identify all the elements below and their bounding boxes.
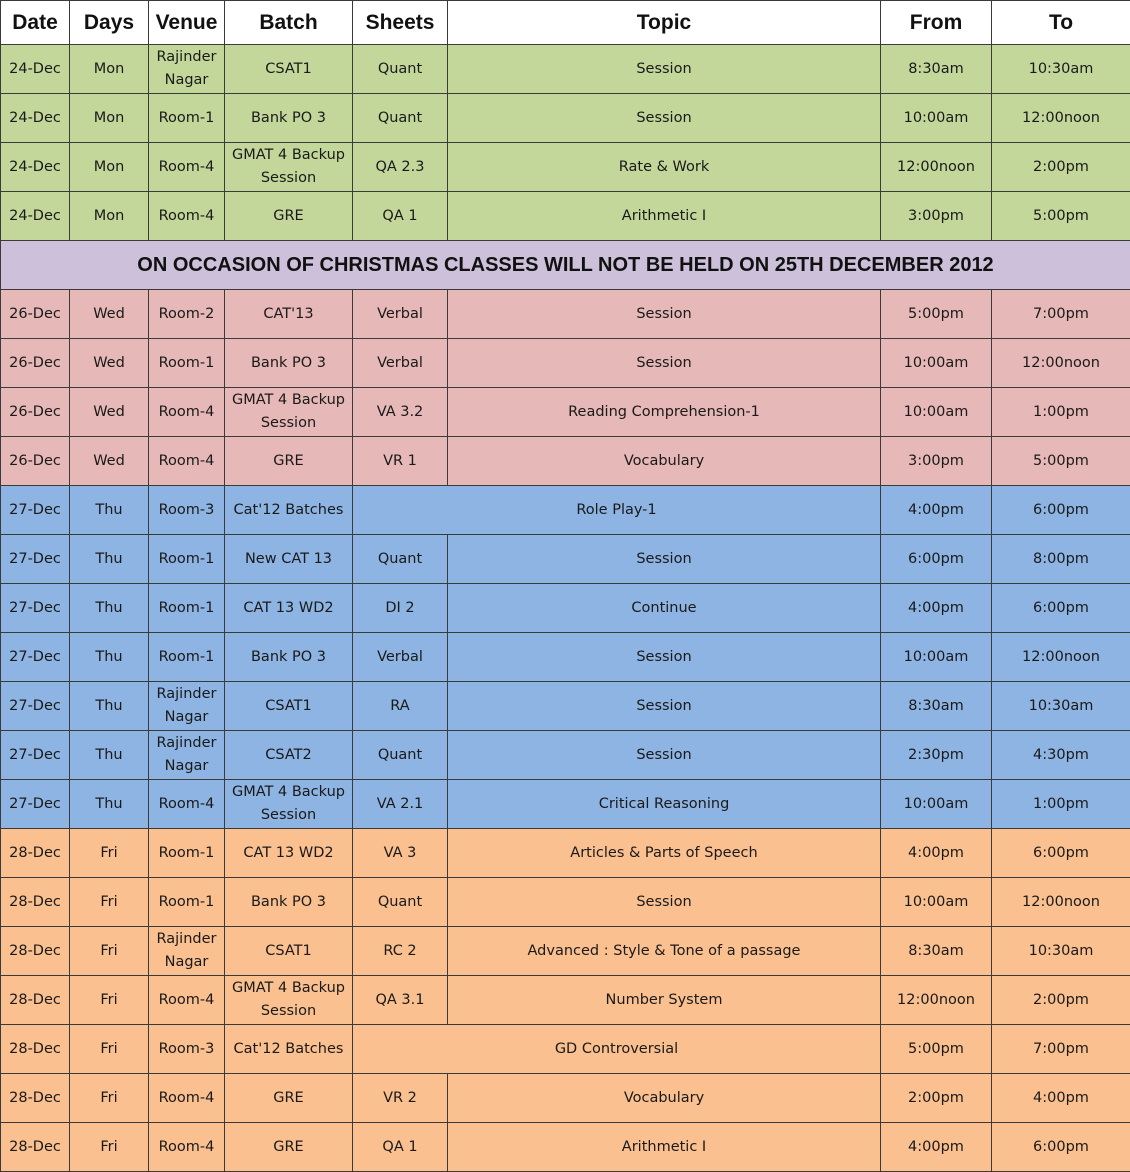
- header-venue: Venue: [149, 1, 225, 45]
- cell-day: Mon: [70, 94, 149, 143]
- cell-date: 27-Dec: [1, 780, 70, 829]
- cell-from: 2:30pm: [881, 731, 992, 780]
- cell-to: 12:00noon: [992, 339, 1130, 388]
- cell-from: 10:00am: [881, 878, 992, 927]
- cell-to: 2:00pm: [992, 143, 1130, 192]
- cell-sheets: QA 1: [353, 1123, 448, 1172]
- table-row: [1, 535, 1130, 584]
- table-row: [1, 878, 1130, 927]
- cell-from: 4:00pm: [881, 829, 992, 878]
- table-row: [1, 731, 1130, 780]
- cell-day: Wed: [70, 388, 149, 437]
- cell-venue: Room-2: [149, 290, 225, 339]
- cell-venue: Room-1: [149, 339, 225, 388]
- cell-batch: Bank PO 3: [225, 633, 353, 682]
- cell-sheets: VA 3.2: [353, 388, 448, 437]
- cell-venue: Room-1: [149, 94, 225, 143]
- cell-date: 24-Dec: [1, 192, 70, 241]
- cell-day: Fri: [70, 1074, 149, 1123]
- cell-from: 3:00pm: [881, 437, 992, 486]
- cell-batch: CSAT2: [225, 731, 353, 780]
- cell-to: 4:30pm: [992, 731, 1130, 780]
- cell-venue: Rajinder Nagar: [149, 731, 225, 780]
- cell-topic: Advanced : Style & Tone of a passage: [448, 927, 881, 976]
- cell-from: 5:00pm: [881, 290, 992, 339]
- cell-batch: Cat'12 Batches: [225, 1025, 353, 1074]
- header-to: To: [992, 1, 1130, 45]
- cell-batch: Bank PO 3: [225, 878, 353, 927]
- cell-from: 10:00am: [881, 94, 992, 143]
- cell-from: 3:00pm: [881, 192, 992, 241]
- cell-sheets: Quant: [353, 878, 448, 927]
- cell-from: 10:00am: [881, 388, 992, 437]
- cell-venue: Room-4: [149, 143, 225, 192]
- cell-day: Fri: [70, 927, 149, 976]
- cell-day: Wed: [70, 339, 149, 388]
- table-row: [1, 633, 1130, 682]
- table-row: [1, 927, 1130, 976]
- cell-topic: Session: [448, 94, 881, 143]
- cell-day: Mon: [70, 192, 149, 241]
- cell-venue: Rajinder Nagar: [149, 682, 225, 731]
- cell-date: 24-Dec: [1, 143, 70, 192]
- cell-date: 24-Dec: [1, 45, 70, 94]
- cell-date: 27-Dec: [1, 535, 70, 584]
- cell-topic: Reading Comprehension-1: [448, 388, 881, 437]
- cell-from: 10:00am: [881, 339, 992, 388]
- cell-topic: Session: [448, 290, 881, 339]
- cell-sheets: Quant: [353, 45, 448, 94]
- cell-day: Thu: [70, 535, 149, 584]
- cell-topic: Session: [448, 633, 881, 682]
- cell-day: Thu: [70, 780, 149, 829]
- cell-topic: Rate & Work: [448, 143, 881, 192]
- cell-day: Thu: [70, 584, 149, 633]
- cell-batch: CAT 13 WD2: [225, 584, 353, 633]
- table-row: [1, 829, 1130, 878]
- cell-batch: CAT'13: [225, 290, 353, 339]
- cell-date: 26-Dec: [1, 388, 70, 437]
- header-sheets: Sheets: [353, 1, 448, 45]
- cell-topic: Number System: [448, 976, 881, 1025]
- table-row: [1, 1074, 1130, 1123]
- table-row: [1, 486, 1130, 535]
- cell-from: 6:00pm: [881, 535, 992, 584]
- cell-from: 5:00pm: [881, 1025, 992, 1074]
- header-batch: Batch: [225, 1, 353, 45]
- header-row: [1, 1, 1130, 45]
- cell-to: 5:00pm: [992, 192, 1130, 241]
- holiday-notice: ON OCCASION OF CHRISTMAS CLASSES WILL NOT BE HELD ON 25TH DECEMBER 2012: [1, 241, 1130, 290]
- cell-sheets: Quant: [353, 94, 448, 143]
- cell-topic: Session: [448, 731, 881, 780]
- table-row: [1, 45, 1130, 94]
- cell-date: 28-Dec: [1, 878, 70, 927]
- cell-from: 10:00am: [881, 633, 992, 682]
- cell-topic: GD Controversial: [353, 1025, 881, 1074]
- header-date: Date: [1, 1, 70, 45]
- cell-topic: Session: [448, 682, 881, 731]
- cell-sheets: Quant: [353, 535, 448, 584]
- cell-from: 12:00noon: [881, 976, 992, 1025]
- cell-to: 6:00pm: [992, 486, 1130, 535]
- cell-batch: CSAT1: [225, 682, 353, 731]
- table-row: [1, 192, 1130, 241]
- cell-sheets: RA: [353, 682, 448, 731]
- cell-batch: GRE: [225, 1123, 353, 1172]
- cell-from: 4:00pm: [881, 584, 992, 633]
- cell-venue: Room-4: [149, 192, 225, 241]
- cell-day: Thu: [70, 731, 149, 780]
- cell-venue: Room-1: [149, 633, 225, 682]
- cell-venue: Room-1: [149, 878, 225, 927]
- cell-to: 6:00pm: [992, 1123, 1130, 1172]
- cell-batch: CSAT1: [225, 45, 353, 94]
- cell-venue: Room-3: [149, 1025, 225, 1074]
- cell-date: 27-Dec: [1, 682, 70, 731]
- cell-venue: Room-1: [149, 535, 225, 584]
- cell-venue: Room-4: [149, 1123, 225, 1172]
- cell-day: Fri: [70, 829, 149, 878]
- cell-topic: Session: [448, 878, 881, 927]
- holiday-notice-row: [1, 241, 1130, 290]
- cell-date: 27-Dec: [1, 633, 70, 682]
- cell-sheets: QA 2.3: [353, 143, 448, 192]
- cell-day: Thu: [70, 486, 149, 535]
- cell-to: 12:00noon: [992, 633, 1130, 682]
- cell-day: Thu: [70, 633, 149, 682]
- table-row: [1, 780, 1130, 829]
- table-row: [1, 143, 1130, 192]
- cell-date: 28-Dec: [1, 927, 70, 976]
- cell-venue: Rajinder Nagar: [149, 45, 225, 94]
- cell-to: 12:00noon: [992, 878, 1130, 927]
- cell-date: 28-Dec: [1, 1074, 70, 1123]
- cell-venue: Room-4: [149, 388, 225, 437]
- cell-day: Thu: [70, 682, 149, 731]
- cell-date: 28-Dec: [1, 829, 70, 878]
- cell-day: Mon: [70, 143, 149, 192]
- cell-sheets: Quant: [353, 731, 448, 780]
- table-row: [1, 1123, 1130, 1172]
- cell-topic: Role Play-1: [353, 486, 881, 535]
- cell-topic: Session: [448, 45, 881, 94]
- cell-from: 10:00am: [881, 780, 992, 829]
- cell-topic: Arithmetic I: [448, 1123, 881, 1172]
- cell-day: Fri: [70, 878, 149, 927]
- cell-day: Wed: [70, 437, 149, 486]
- cell-batch: GMAT 4 Backup Session: [225, 976, 353, 1025]
- table-row: [1, 339, 1130, 388]
- cell-to: 10:30am: [992, 682, 1130, 731]
- cell-from: 2:00pm: [881, 1074, 992, 1123]
- cell-to: 1:00pm: [992, 388, 1130, 437]
- cell-to: 10:30am: [992, 45, 1130, 94]
- cell-batch: Cat'12 Batches: [225, 486, 353, 535]
- cell-batch: CSAT1: [225, 927, 353, 976]
- cell-batch: CAT 13 WD2: [225, 829, 353, 878]
- cell-sheets: Verbal: [353, 339, 448, 388]
- cell-sheets: Verbal: [353, 290, 448, 339]
- table-row: [1, 976, 1130, 1025]
- cell-to: 12:00noon: [992, 94, 1130, 143]
- cell-topic: Vocabulary: [448, 1074, 881, 1123]
- cell-venue: Room-1: [149, 829, 225, 878]
- cell-to: 10:30am: [992, 927, 1130, 976]
- cell-batch: GMAT 4 Backup Session: [225, 143, 353, 192]
- cell-from: 8:30am: [881, 682, 992, 731]
- cell-from: 8:30am: [881, 927, 992, 976]
- cell-topic: Continue: [448, 584, 881, 633]
- cell-topic: Session: [448, 535, 881, 584]
- cell-topic: Critical Reasoning: [448, 780, 881, 829]
- cell-venue: Room-3: [149, 486, 225, 535]
- cell-date: 28-Dec: [1, 1025, 70, 1074]
- cell-batch: GRE: [225, 1074, 353, 1123]
- cell-to: 7:00pm: [992, 290, 1130, 339]
- cell-date: 26-Dec: [1, 437, 70, 486]
- cell-sheets: DI 2: [353, 584, 448, 633]
- cell-to: 6:00pm: [992, 584, 1130, 633]
- cell-sheets: VA 3: [353, 829, 448, 878]
- cell-sheets: VR 2: [353, 1074, 448, 1123]
- table-row: [1, 94, 1130, 143]
- header-days: Days: [70, 1, 149, 45]
- header-topic: Topic: [448, 1, 881, 45]
- cell-sheets: VR 1: [353, 437, 448, 486]
- cell-date: 27-Dec: [1, 584, 70, 633]
- cell-from: 8:30am: [881, 45, 992, 94]
- cell-topic: Articles & Parts of Speech: [448, 829, 881, 878]
- schedule-body: [1, 45, 1130, 1172]
- cell-venue: Room-4: [149, 976, 225, 1025]
- cell-day: Fri: [70, 1123, 149, 1172]
- cell-date: 26-Dec: [1, 339, 70, 388]
- cell-topic: Session: [448, 339, 881, 388]
- cell-from: 4:00pm: [881, 486, 992, 535]
- cell-date: 27-Dec: [1, 731, 70, 780]
- table-row: [1, 584, 1130, 633]
- cell-sheets: RC 2: [353, 927, 448, 976]
- cell-batch: New CAT 13: [225, 535, 353, 584]
- cell-day: Wed: [70, 290, 149, 339]
- cell-topic: Vocabulary: [448, 437, 881, 486]
- header-from: From: [881, 1, 992, 45]
- cell-venue: Room-4: [149, 437, 225, 486]
- cell-date: 28-Dec: [1, 976, 70, 1025]
- cell-day: Fri: [70, 976, 149, 1025]
- cell-sheets: Verbal: [353, 633, 448, 682]
- cell-venue: Rajinder Nagar: [149, 927, 225, 976]
- cell-sheets: QA 3.1: [353, 976, 448, 1025]
- cell-venue: Room-4: [149, 1074, 225, 1123]
- cell-to: 5:00pm: [992, 437, 1130, 486]
- table-row: [1, 1025, 1130, 1074]
- cell-date: 28-Dec: [1, 1123, 70, 1172]
- cell-batch: GRE: [225, 192, 353, 241]
- cell-to: 6:00pm: [992, 829, 1130, 878]
- cell-to: 7:00pm: [992, 1025, 1130, 1074]
- table-row: [1, 437, 1130, 486]
- cell-day: Mon: [70, 45, 149, 94]
- cell-to: 1:00pm: [992, 780, 1130, 829]
- table-row: [1, 290, 1130, 339]
- cell-sheets: VA 2.1: [353, 780, 448, 829]
- cell-to: 8:00pm: [992, 535, 1130, 584]
- cell-date: 24-Dec: [1, 94, 70, 143]
- cell-to: 2:00pm: [992, 976, 1130, 1025]
- cell-to: 4:00pm: [992, 1074, 1130, 1123]
- cell-date: 26-Dec: [1, 290, 70, 339]
- cell-from: 4:00pm: [881, 1123, 992, 1172]
- cell-venue: Room-4: [149, 780, 225, 829]
- cell-batch: Bank PO 3: [225, 94, 353, 143]
- cell-sheets: QA 1: [353, 192, 448, 241]
- cell-venue: Room-1: [149, 584, 225, 633]
- cell-from: 12:00noon: [881, 143, 992, 192]
- table-row: [1, 682, 1130, 731]
- cell-batch: GMAT 4 Backup Session: [225, 388, 353, 437]
- cell-batch: GMAT 4 Backup Session: [225, 780, 353, 829]
- table-row: [1, 388, 1130, 437]
- cell-date: 27-Dec: [1, 486, 70, 535]
- cell-topic: Arithmetic I: [448, 192, 881, 241]
- cell-batch: Bank PO 3: [225, 339, 353, 388]
- cell-day: Fri: [70, 1025, 149, 1074]
- cell-batch: GRE: [225, 437, 353, 486]
